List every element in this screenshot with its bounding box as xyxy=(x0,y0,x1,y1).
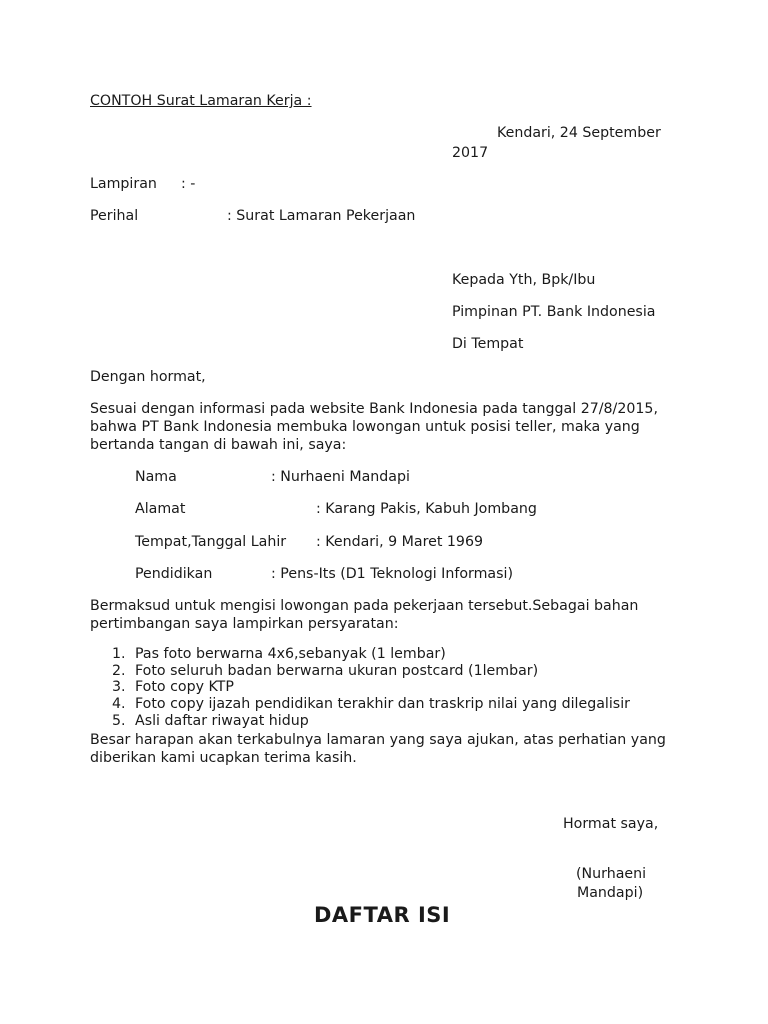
section-title: DAFTAR ISI xyxy=(314,903,451,927)
applicant-name-value: : Nurhaeni Mandapi xyxy=(271,469,410,485)
signature-name: (Nurhaeni xyxy=(576,866,647,882)
list-item-number: 3. xyxy=(112,679,126,696)
applicant-birth-label: Tempat,Tanggal Lahir xyxy=(135,534,287,550)
list-item-text: Pas foto berwarna 4x6,sebanyak (1 lembar) xyxy=(135,646,446,662)
list-item-text: Foto copy KTP xyxy=(135,679,234,696)
lampiran-value: : - xyxy=(181,176,196,192)
intro-paragraph-line: bahwa PT Bank Indonesia membuka lowongan untuk posisi teller, maka yang xyxy=(90,419,640,435)
applicant-education-label: Pendidikan xyxy=(135,566,213,582)
list-item-number: 5. xyxy=(112,712,126,729)
letter-date-year: 2017 xyxy=(452,145,489,161)
letter-date: Kendari, 24 September xyxy=(497,125,661,141)
recipient-line: Pimpinan PT. Bank Indonesia xyxy=(452,304,656,320)
lampiran-label: Lampiran xyxy=(90,176,157,192)
list-item-number: 1. xyxy=(112,646,126,662)
purpose-paragraph-line: pertimbangan saya lampirkan persyaratan: xyxy=(90,616,399,632)
signoff: Hormat saya, xyxy=(563,816,659,832)
list-item-text: Asli daftar riwayat hidup xyxy=(135,712,309,729)
closing-paragraph-line: Besar harapan akan terkabulnya lamaran yang saya ajukan, atas perhatian yang xyxy=(90,732,666,748)
perihal-value: : Surat Lamaran Pekerjaan xyxy=(227,208,416,224)
purpose-paragraph-line: Bermaksud untuk mengisi lowongan pada pekerjaan tersebut.Sebagai bahan xyxy=(90,598,639,614)
applicant-address-label: Alamat xyxy=(135,501,186,517)
list-item-text: Foto seluruh badan berwarna ukuran postcard (1lembar) xyxy=(135,662,539,679)
list-item-text: Foto copy ijazah pendidikan terakhir dan traskrip nilai yang dilegalisir xyxy=(135,696,630,713)
recipient-line: Kepada Yth, Bpk/Ibu xyxy=(452,272,596,288)
greeting: Dengan hormat, xyxy=(90,369,206,385)
applicant-name-label: Nama xyxy=(135,469,177,485)
recipient-line: Di Tempat xyxy=(452,336,524,352)
intro-paragraph-line: bertanda tangan di bawah ini, saya: xyxy=(90,437,347,453)
list-item-number: 4. xyxy=(112,696,126,713)
perihal-label: Perihal xyxy=(90,208,139,224)
closing-paragraph-line: diberikan kami ucapkan terima kasih. xyxy=(90,750,357,766)
intro-paragraph-line: Sesuai dengan informasi pada website Bank Indonesia pada tanggal 27/8/2015, xyxy=(90,401,658,417)
signature-name-cont: Mandapi) xyxy=(577,885,644,901)
applicant-birth-value: : Kendari, 9 Maret 1969 xyxy=(316,534,484,550)
letter-heading: CONTOH Surat Lamaran Kerja : xyxy=(90,93,312,109)
applicant-education-value: : Pens-Its (D1 Teknologi Informasi) xyxy=(271,566,513,582)
applicant-address-value: : Karang Pakis, Kabuh Jombang xyxy=(316,501,537,517)
list-item-number: 2. xyxy=(112,662,126,679)
